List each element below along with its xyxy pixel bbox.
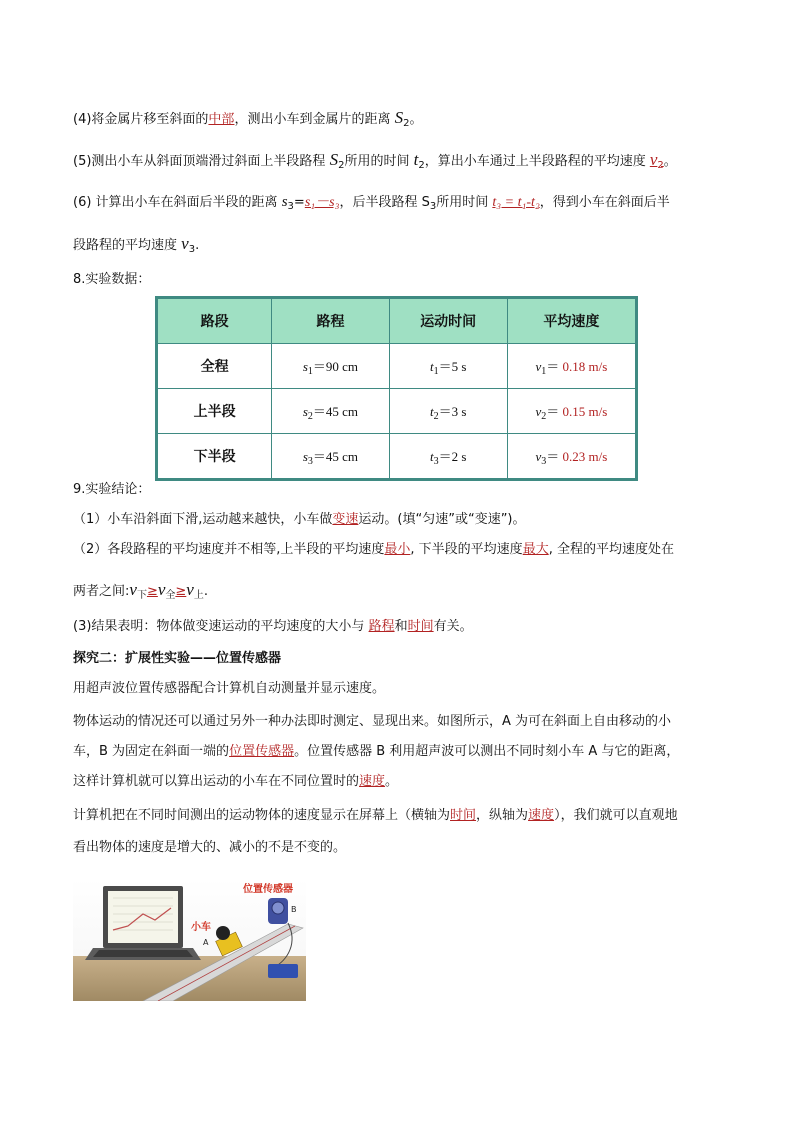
label-sensor: 位置传感器 [243,884,293,895]
step-5 [73,150,677,176]
step-4-text-mid: ，测出小车到金属片的距离 [234,112,395,127]
table-row [157,389,637,434]
row-time: $t_2=3$ s [389,389,507,434]
step-5-symbol-t-sub: 2 [418,160,425,171]
relation-answer-1: ≥ [146,584,158,599]
step-6-cont-text: 段路程的平均速度 [73,238,182,253]
table-header-segment: 路段 [157,298,272,344]
explore-p2b-answer: 位置传感器 [229,744,295,759]
row-time: $t_1=5$ s [389,344,507,389]
step-6-cont-symbol: v [181,234,189,253]
conclusion-1 [73,510,526,530]
step-6-continued [73,234,199,260]
explore-p3a-answer2: 速度 [528,808,555,823]
step-6-cont-end: . [195,238,200,253]
conclusion-2-answer2: 最大 [522,542,549,557]
explore-title: 探究二：扩展性实验——位置传感器 [73,651,282,666]
row-speed: $v_1= 0.18$ m/s [507,344,636,389]
table-header-speed: 平均速度 [507,298,636,344]
conclusion-1-text: （1）小车沿斜面下滑,运动越来越快，小车做 [73,512,333,527]
row-speed-value: 0.23 m/s [562,448,608,464]
step-4-text: (4)将金属片移至斜面的 [73,112,209,127]
position-sensor-figure [73,878,306,1001]
step-6-answer: s₁－s₃ [304,195,340,210]
row-speed: $v_3= 0.23$ m/s [507,434,636,480]
conclusion-1-end: 运动。(填“匀速”或“变速”)。 [358,512,526,527]
row-name: 全程 [157,344,272,389]
row-speed-value: 0.18 m/s [562,358,608,374]
label-car: 小车 [191,922,211,933]
explore-p2a: 物体运动的情况还可以通过另外一种办法即时测定、显现出来。如图所示，A 为可在斜面上自由移动的小 [73,714,672,729]
explore-p2c-answer: 速度 [359,774,386,789]
step-4-symbol: S [394,108,404,127]
relation-v1-sub: 下 [136,590,147,601]
step-6-cont-symbol-sub: 3 [188,244,196,255]
step-6-symbol: s [281,194,288,210]
row-distance: $s_2=45$ cm [272,389,389,434]
position-sensor-illustration [73,878,306,1001]
row-name: 上半段 [157,389,272,434]
experiment-data-table [155,296,638,481]
section-9-title: 9.实验结论： [73,482,151,497]
relation-text: 两者之间: [73,584,130,599]
row-speed: $v_2= 0.15$ m/s [507,389,636,434]
step-4 [73,108,422,134]
step-5-text: (5)测出小车从斜面顶端滑过斜面上半段路程 [73,154,330,169]
conclusion-2-relation [73,580,208,606]
explore-p2b-text: 车，B 为固定在斜面一端的 [73,744,230,759]
table-header-time: 运动时间 [389,298,507,344]
conclusion-3-text: (3)结果表明：物体做变速运动的平均速度的大小与 [73,619,369,634]
explore-p1: 用超声波位置传感器配合计算机自动测量并显示速度。 [73,681,386,696]
explore-p3a-text: 计算机把在不同时间测出的运动物体的速度显示在屏幕上（横轴为 [73,808,451,823]
step-6-symbol-sub: 3 [287,201,294,212]
step-6-answer2: t₃ = t₁-t₂ [492,195,540,210]
step-4-end: 。 [409,112,423,127]
step-5-symbol: S [329,150,339,169]
conclusion-2-end: , 全程的平均速度处在 [548,542,674,557]
interface-box [268,964,298,978]
section-8-title: 8.实验数据： [73,272,151,287]
relation-v1: v [129,580,137,599]
step-6-text: (6) 计算出小车在斜面后半段的距离 [73,195,282,210]
table-row [157,344,637,389]
label-a: A [203,938,209,947]
relation-v3: v [186,580,194,599]
step-5-symbol-t: t [413,150,419,169]
car-reflector [216,926,230,940]
step-5-answer-sub: 2 [657,160,664,171]
step-5-symbol-sub: 2 [338,160,345,171]
table-row [157,434,637,480]
conclusion-3-answer2: 时间 [407,619,434,634]
step-6-equals: = [293,195,305,210]
relation-end: . [203,584,208,599]
explore-p2c-text: 这样计算机就可以算出运动的小车在不同位置时的 [73,774,360,789]
explore-p3a [73,806,678,826]
row-name: 下半段 [157,434,272,480]
conclusion-3-end: 有关。 [433,619,473,634]
step-6-text-mid-sub: 3 [429,201,437,212]
step-5-text-mid: 所用的时间 [344,154,414,169]
conclusion-3 [73,617,473,637]
label-b: B [291,905,297,914]
table-header-row [157,298,637,344]
row-time: $t_3=2$ s [389,434,507,480]
relation-v3-sub: 上 [193,590,204,601]
step-6-text-mid: ，后半段路程 S [339,195,430,210]
conclusion-1-answer: 变速 [332,512,359,527]
explore-p2c [73,772,398,792]
relation-answer-2: ≥ [175,584,187,599]
explore-p3a-answer: 时间 [450,808,477,823]
row-distance: $s_3=45$ cm [272,434,389,480]
step-5-end: 。 [663,154,677,169]
conclusion-2 [73,540,674,560]
conclusion-3-mid: 和 [394,619,408,634]
relation-v2: v [157,580,166,599]
laptop-screen [108,891,178,943]
conclusion-2-answer: 最小 [384,542,411,557]
conclusion-2-text: （2）各段路程的平均速度并不相等,上半段的平均速度 [73,542,385,557]
relation-v2-sub: 全 [165,590,176,601]
row-distance: $s_1=90$ cm [272,344,389,389]
step-6-text-mid2: 所用时间 [436,195,493,210]
explore-p3a-mid: ，纵轴为 [476,808,529,823]
table-header-distance: 路程 [272,298,389,344]
explore-p2b-end: 。位置传感器 B 利用超声波可以测出不同时刻小车 A 与它的距离， [294,744,680,759]
step-6-end: ，得到小车在斜面后半 [539,195,670,210]
step-6 [73,192,670,217]
explore-p2b [73,742,679,762]
step-4-symbol-sub: 2 [403,118,410,129]
explore-p3a-end: ），我们就可以直观地 [554,808,678,823]
conclusion-2-mid: , 下半段的平均速度 [410,542,523,557]
conclusion-3-answer: 路程 [368,619,395,634]
explore-p3b: 看出物体的速度是增大的、减小的不是不变的。 [73,840,347,855]
step-5-text-mid2: ，算出小车通过上半段路程的平均速度 [424,154,650,169]
row-speed-value: 0.15 m/s [562,403,608,419]
step-4-answer: 中部 [208,112,235,127]
step-5-answer: v [649,150,658,169]
explore-p2c-end: 。 [385,774,399,789]
